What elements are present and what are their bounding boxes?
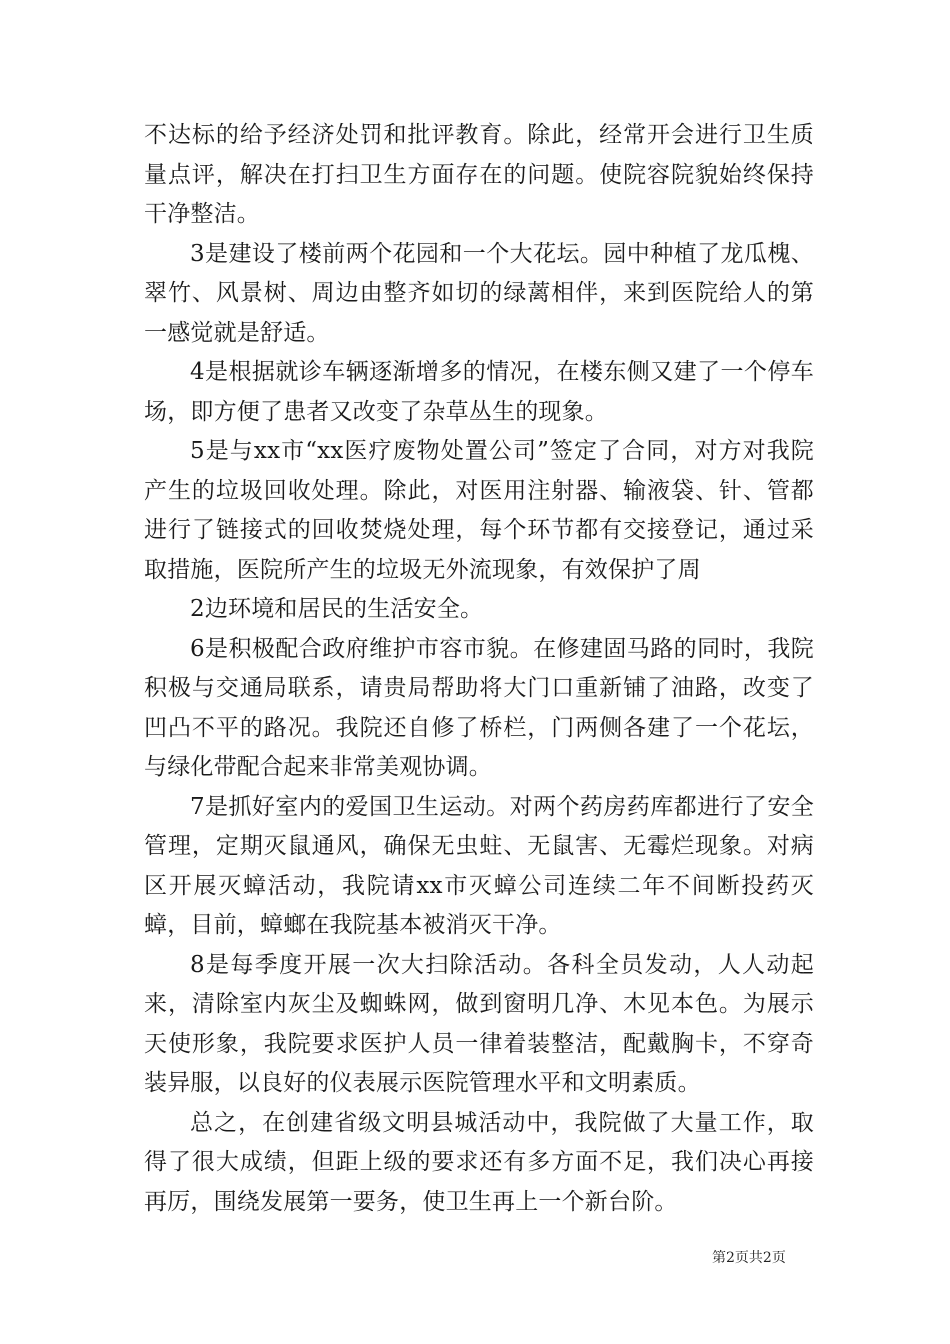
paragraph-environment-safety: 2边环境和居民的生活安全。 [190,596,484,622]
paragraph-item-5-waste-disposal: 5是与xx市“xx医疗废物处置公司”签定了合同，对方对我院产生的垃圾回收处理。除此，对医用注射器、输液袋、针、管都进行了链接式的回收焚烧处理，每个环节都有交接登记，通过采取措施，医院所产生的垃圾无外流现象，有效保护了周 [144,438,814,583]
paragraph-continued-sanitation: 不达标的给予经济处罚和批评教育。除此，经常开会进行卫生质量点评，解决在打扫卫生方面存在的问题。使院容院貌始终保持干净整洁。 [144,122,814,227]
paragraph-conclusion: 总之，在创建省级文明县城活动中，我院做了大量工作，取得了很大成绩，但距上级的要求还有多方面不足，我们决心再接再厉，围绕发展第一要务，使卫生再上一个新台阶。 [144,1109,814,1215]
paragraph-item-8-cleaning: 8是每季度开展一次大扫除活动。各科全员发动，人人动起来，清除室内灰尘及蜘蛛网，做到窗明几净、木见本色。为展示天使形象，我院要求医护人员一律着装整洁，配戴胸卡，不穿奇装异服，以良好的仪表展示医院管理水平和文明素质。 [144,951,814,1096]
paragraph-item-4-parking: 4是根据就诊车辆逐渐增多的情况，在楼东侧又建了一个停车场，即方便了患者又改变了杂草丛生的现象。 [144,359,814,425]
page-number-footer: 第2页共2页 [712,1250,786,1266]
paragraph-item-6-city-appearance: 6是积极配合政府维护市容市貌。在修建固马路的同时，我院积极与交通局联系，请贵局帮助将大门口重新铺了油路，改变了凹凸不平的路况。我院还自修了桥栏，门两侧各建了一个花坛，与绿化带配合起来非常美观协调。 [144,635,814,780]
document-body [144,116,814,1222]
paragraph-item-3-gardens: 3是建设了楼前两个花园和一个大花坛。园中种植了龙瓜槐、翠竹、风景树、周边由整齐如切的绿蓠相伴，来到医院给人的第一感觉就是舒适。 [144,240,814,346]
paragraph-item-7-indoor-hygiene: 7是抓好室内的爱国卫生运动。对两个药房药库都进行了安全管理，定期灭鼠通风，确保无虫蛀、无鼠害、无霉烂现象。对病区开展灭蟑活动，我院请xx市灭蟑公司连续二年不间断投药灭蟑，目前，蟑螂在我院基本被消灭干净。 [144,793,814,938]
